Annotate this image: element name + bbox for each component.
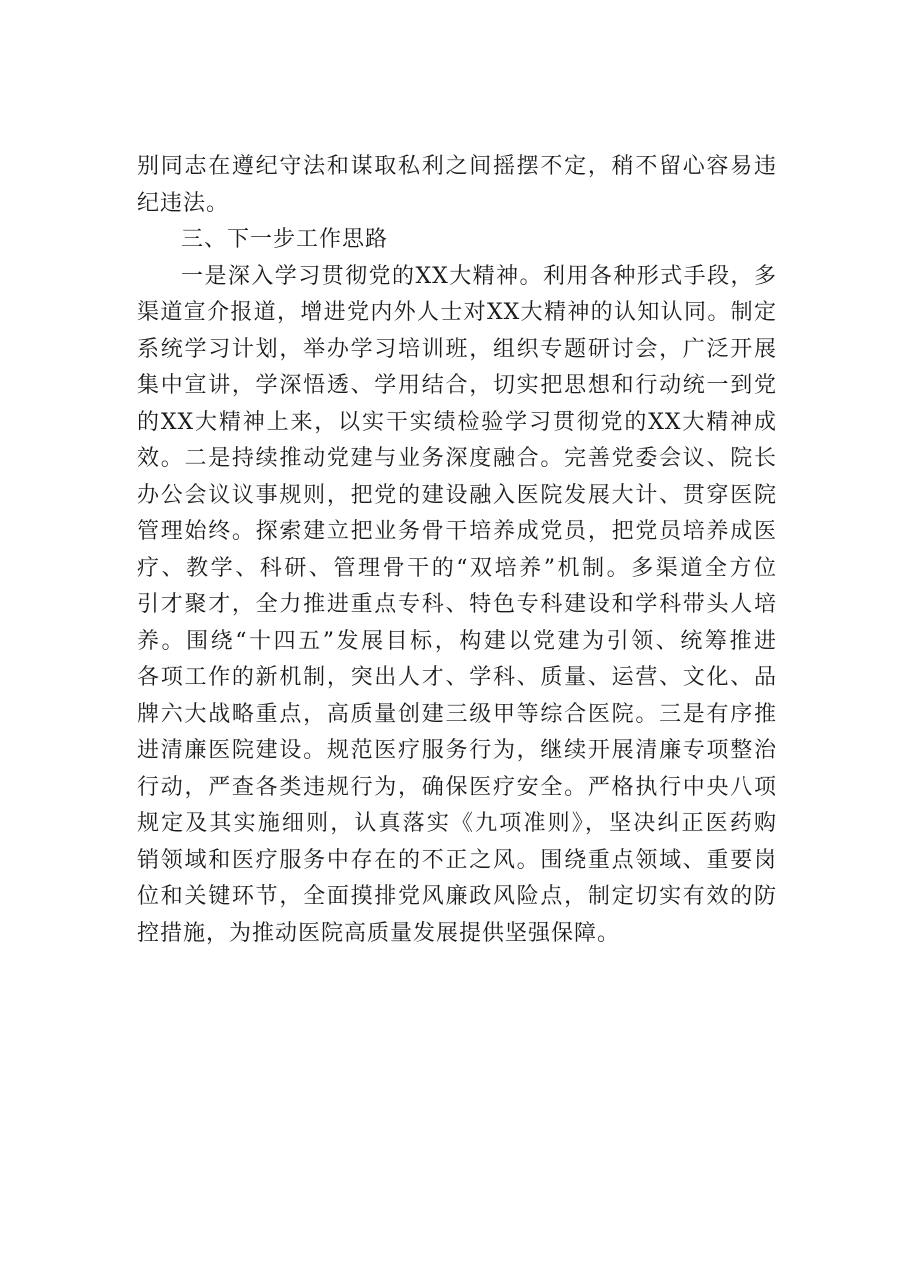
text-line: 的XX大精神上来，以实干实绩检验学习贯彻党的XX大精神成 bbox=[137, 409, 777, 435]
text-line: 进清廉医院建设。规范医疗服务行为，继续开展清廉专项整治 bbox=[137, 738, 777, 763]
text-line: 规定及其实施细则，认真落实《九项准则》，坚决纠正医药购 bbox=[137, 811, 777, 836]
text-line: 各项工作的新机制，突出人才、学科、质量、运营、文化、品 bbox=[137, 665, 777, 690]
text-line: 位和关键环节，全面摸排党风廉政风险点，制定切实有效的防 bbox=[137, 884, 777, 909]
text-line: 效。二是持续推动党建与业务深度融合。完善党委会议、院长 bbox=[137, 446, 777, 471]
text-line: 纪违法。 bbox=[137, 190, 230, 216]
section-heading: 三、下一步工作思路 bbox=[181, 227, 389, 252]
text-line: 管理始终。探索建立把业务骨干培养成党员，把党员培养成医 bbox=[137, 519, 777, 544]
text-line: 引才聚才，全力推进重点专科、特色专科建设和学科带头人培 bbox=[137, 592, 777, 617]
text-line: 牌六大战略重点，高质量创建三级甲等综合医院。三是有序推 bbox=[137, 701, 777, 727]
text-line: 养。围绕“十四五”发展目标，构建以党建为引领、统筹推进 bbox=[137, 628, 777, 654]
text-line: 疗、教学、科研、管理骨干的“双培养”机制。多渠道全方位 bbox=[137, 555, 777, 581]
body-text bbox=[137, 149, 777, 952]
text-line: 系统学习计划，举办学习培训班，组织专题研讨会，广泛开展 bbox=[137, 336, 777, 362]
text-line: 销领域和医疗服务中存在的不正之风。围绕重点领域、重要岗 bbox=[137, 847, 777, 873]
text-line: 办公会议议事规则，把党的建设融入医院发展大计、贯穿医院 bbox=[137, 482, 777, 508]
text-line: 控措施，为推动医院高质量发展提供坚强保障。 bbox=[137, 920, 621, 946]
text-line: 一是深入学习贯彻党的XX大精神。利用各种形式手段，多 bbox=[181, 263, 777, 289]
text-line: 别同志在遵纪守法和谋取私利之间摇摆不定，稍不留心容易违 bbox=[137, 154, 777, 179]
text-line: 行动，严查各类违规行为，确保医疗安全。严格执行中央八项 bbox=[137, 774, 777, 800]
text-line: 集中宣讲，学深悟透、学用结合，切实把思想和行动统一到党 bbox=[137, 373, 777, 398]
text-line: 渠道宣介报道，增进党内外人士对XX大精神的认知认同。制定 bbox=[137, 300, 777, 325]
